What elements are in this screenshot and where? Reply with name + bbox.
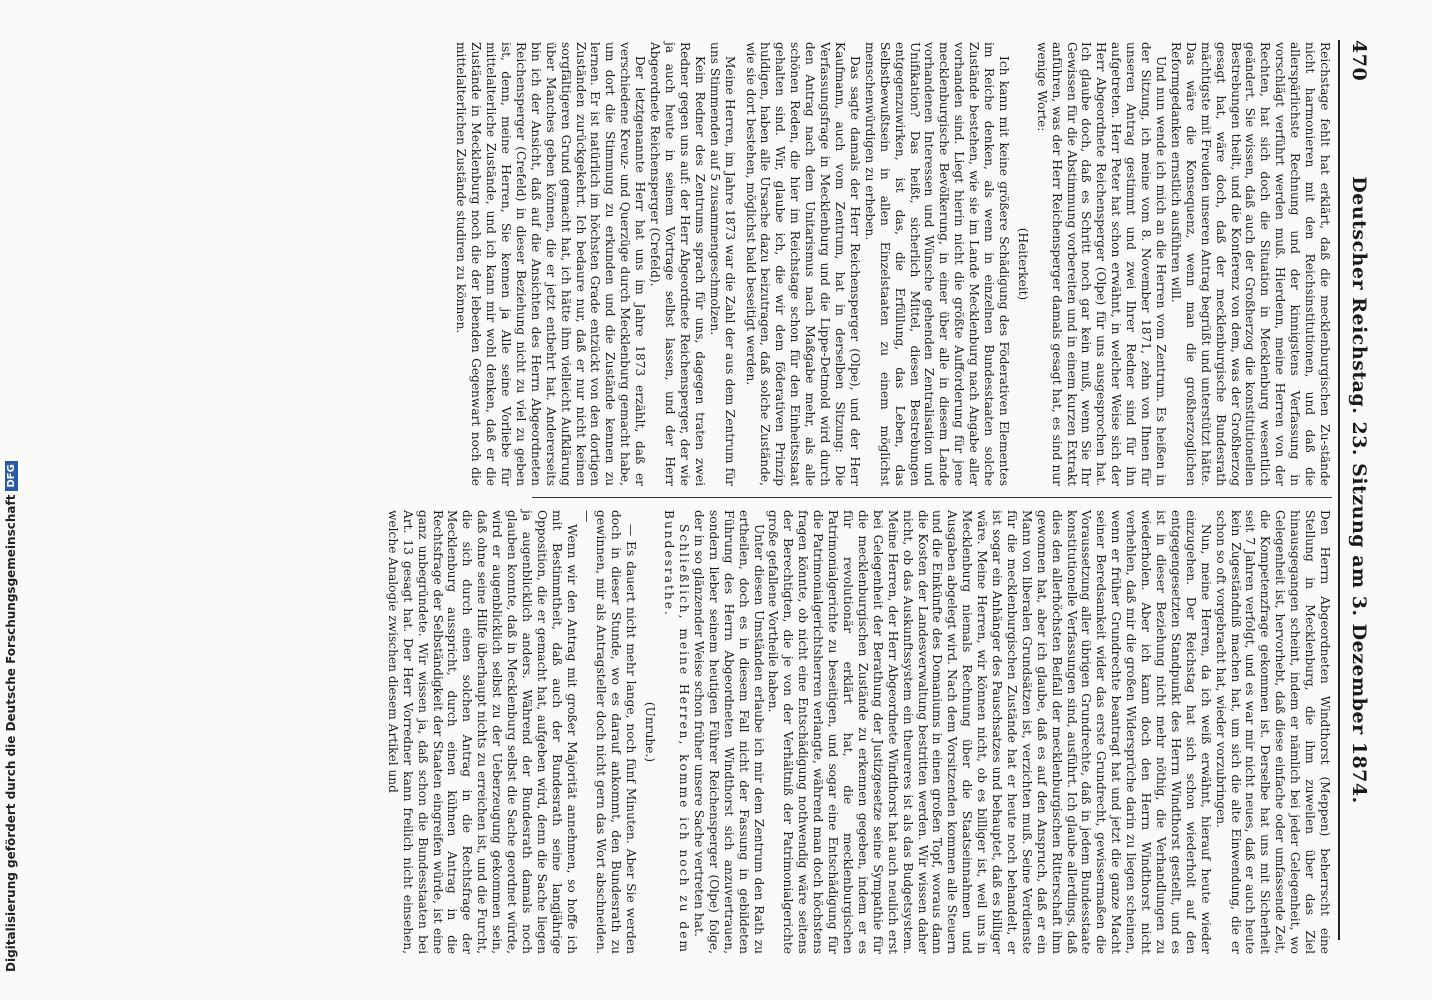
footer-text: Digitalisierung gefördert durch die Deutsche Forschungsgemeinschaft [4,494,18,972]
paragraph: Schließlich, meine Herren, komme ich noch zu dem Bundesrathe. [662,510,692,954]
paragraph: — Es dauert nicht mehr lange, noch fünf Minuten. Aber Sie werden doch in dieser Stunde, wo es darauf ankommt, den Bundesrath zu gewinnen, mir als Antragsteller doch nicht gern das Wort abschneiden. — [579,510,639,954]
paragraph: Unter diesen Umständen erlaube ich mir dem Zentrum den Rath zu ertheilen, doch es in diesem Fall nicht der Fassung in gebildeten Führung des Herrn Abgeordneten Windthorst sich anzuvertrauen, sondern lieber seinem heutigen Führer Reichensperger (Olpe) folge, der in so glänzender Weise schon früher unsere Sache vertreten hat. [691,510,766,954]
paragraph: Der letztgenannte Herr hat uns im Jahre 1873 erzählt, daß er verschiedene Kreuz- und Querzüge durch Mecklenburg gemacht habe, um dort die Stimmung zu erkunden und die Zustände kennen zu lernen. Er ist natürlich im höchsten Grade entzückt von den dortigen Zuständen zurückgekehrt. Ich bedaure nur, daß er nur nicht keinen sorgfältigeren Grund gemacht hat, ich hätte ihm vielleicht Aufklärung über Manches geben können, die er jetzt entbehrt hat. Andererseits bin ich der Ansicht, daß auf die Ansichten des Herrn Abgeordneten Reichensperger (Crefeld) in dieser Beziehung nicht zu viel zu geben ist, denn, meine Herren, Sie kennen ja Alle seine Vorliebe für mittelalterliche Zustände, und ich kann mir wohl denken, daß er die Zustände in Mecklenburg noch die der lebenden Gegenwart noch die mittelalterlichen Zustände studiren zu können. [454,42,648,486]
paragraph: Den Herrn Abgeordneten Windthorst (Meppen) beherrscht eine Stellung in Mecklenburg, die ihm zuweilen über das Ziel hinausgegangen scheint, indem er nämlich bei jeder Gelegenheit, wo Gelegenheit ist, hervorhebt, daß diese einfache oder umfassende Zeit, die Kompetenzfrage gekommen ist. Derselbe hat uns mit Sicherheit seit 7 Jahren verfolgt, und es war mir nicht neues, daß er auch heute kein Zugeständniß machen hat, um sich die alte Einwendung, die er schon so oft vorgebracht hat, wieder vorzubringen. [1213,510,1332,954]
paragraph: Kein Redner des Zentrums sprach für uns, dagegen traten zwei Redner gegen uns auf: der Herr Abgeordnete Reichensperger, der wie ja auch heute in seinem Vortrage selbst lassen, und der Herr Abgeordnete Reichensperger (Crefeld). [648,42,707,486]
digitization-footer [4,0,992,1000]
paragraph: (Unruhe.) [643,701,658,763]
dfg-logo: DFG [5,461,18,490]
paragraph: Das sagte damals der Herr Reichensperger (Olpe), und der Herr Kaufmann, auch vom Zentrum, hat in derselben Sitzung: Die Verfassungsfrage in Mecklenburg und die Lippe-Detmold wird durch den Antrag nach dem Unitarismus nach Maßgabe mehr, als alle schönen Reden, die hier im Reichstage schon für den Einheitsstaat gehalten sind. Wir, glaube ich, die wir dem föderativen Prinzip huldigen, haben alle Ursache dazu beizutragen, daß solche Zustände, wie sie dort bestehen, möglichst bald beseitigt werden. [743,42,862,486]
page-header [1342,40,1370,940]
paragraph: Reichstage fehlt hat erklärt, daß die mecklenburgischen Zu-stände nicht harmonieren mit den Reichsinstitutionen, und daß die allerspärlichste Rechnung und der kinnigstens Verfassung in vorschlägt verführt werden muß. Hierdenn, meine Herren von der Rechten, hat sich doch die Situation in Mecklenburg wesentlich geändert. Sie wissen, daß auch der Großherzog die konstitutionellen Bestrebungen theilt, und die Konferenz von dem, was der Großherzog gesagt hat, wäre doch, daß der mecklenburgische Bundesrath mächtigste mit Freuden unseren Antrag begrüßt und unterstützt hätte. Das wäre die Konsequenz, wenn man die großherzoglichen Reformgedanken ernstlich ausführen will. [1168,42,1332,486]
paragraph: Wenn wir den Antrag mit großer Majorität annehmen, so hoffe ich mit Bestimmtheit, daß auch der Bundesrath seine langjährige Opposition, die er gemacht hat, aufgeben wird, denn die Sache liegen ja augenblicklich anders. Während der Bundesrath damals noch glauben konnte, daß in Mecklenburg selbst die Sache geordnet würde, wird er augenblicklich selbst zu der Ueberzeugung gekommen sein, daß ohne seine Hilfe überhaupt nichts zu erreichen ist, und die Furcht, die sich durch einen solchen Antrag in die Rechtsfrage der Mecklenburg ausspricht, durch einen kühnen Antrag in die Rechtsfrage der Selbständigkeit der Staaten eingreifen würde, ist eine ganz unbegründete. Wir wissen ja, daß schon die Bundesstaaten bei Art. 13 gesagt hat. Der Herr Vorredner kann freilich nicht einsehen, welche Analogie zwischen diesem Artikel und [385,510,579,954]
paragraph: (Heiterkeit) [1015,227,1030,301]
page-number: 470 [1348,40,1370,82]
header-rule [1338,40,1340,940]
paragraph: Ich kann mit keine größere Schädigung des Föderativen Elementes im Reiche denken, als wenn in einzelnen Bundesstaaten solche Zustände bestehen, wie sie im Lande Mecklenburg nach Angabe aller vorhanden sind. Liegt hierin nicht die größte Aufforderung für jene mecklenburgische Bevölkerung, in einer über alle in diesem Lande vorhandenen Interessen und Wünsche gehenden Zentralisation und Unifikation? Das heißt, sicherlich Mittel, diesen Bestrebungen entgegenzuwirken, ist das, die Erfüllung, das Leben, das Selbstbewußtsein in allen Einzelstaaten zu einem möglichst menschenwürdigen zu erheben. [862,42,1011,486]
paragraph: Nun, meine Herren, da ich weiß erwähnt, hierauf heute wieder einzugehen. Der Reichstag hat sich schon wiederholt auf den entgegengesetzten Standpunkt des Herrn Windthorst gestellt, und es ist in dieser Beziehung nicht mehr nöthig, die Verhandlungen zu wiederholen. Aber ich kann doch den Herrn Windthorst nicht verhehlen, daß mir die großen Widersprüche darin zu liegen scheinen, wenn er früher Grundrechte beantragt hat und jetzt die ganze Macht seiner Beredsamkeit wider das erste Grundrecht, gewissermaßen die Voraussetzung aller übrigen Grundrechte, daß in jedem Bundesstaate konstitutionelle Verfassungen sind, ausführt. Ich glaube allerdings, daß dies den allerhöchsten Beifall der mecklenburgischen Ritterschaft ihm gewonnen hat, aber ich glaube, daß es auf den Anspruch, daß er ein Mann von liberalen Grundsätzen ist, verzichten muß. Seine Verdienste für die mecklenburgischen Zustände hat er heute noch behandelt, er ist sogar ein Anhänger des Pauschsatzes und behauptet, daß es billiger wäre. Meine Herren, wir können nicht, ob es billiger ist, weil uns in Mecklenburg niemals Rechnung über die Staatseinnahmen und Ausgaben abgelegt wird. Nach dem Vorsitzenden kommen alle Steuern und die Einkünfte des Domaniums in einen großen Topf, woraus dann die Kosten der Landesverwaltung bestritten werden. Wir wissen daher nicht, ob das Auskunftssystem ein theureres ist als das Budgetsystem. Meine Herren, der Herr Abgeordnete Windthorst hat auch neulich erst bei Gelegenheit der Berathung der Justizgesetze seine Sympathie für die mecklenburgischen Zustände zu erkennen gegeben, indem er es für revolutionär erklärt hat, die mecklenburgischen Patrimonialgerichte zu beseitigen, und sogar eine Entschädigung für die Patrimonialgerichtsherren verlangte, während man doch höchstens fragen könnte, ob nicht eine Entschädigung nothwendig wäre seitens der Berechtigten, die je von der Verhältniß der Patrimonialgerichte große gefallene Vortheile haben. [766,510,1213,954]
paragraph: Meine Herren, im Jahre 1873 war die Zahl der aus dem Zentrum für uns Stimmenden auf 5 zusammengeschmolzen. [707,42,737,486]
paragraph: Und nun wende ich mich an die Herren vom Zentrum. Es heißen in der Sitzung, ich meine vom 8. November 1871, zehn von Ihnen für unseren Antrag gestimmt und zwei Ihrer Redner sind für ihn aufgetreten. Herr Peter hat schon erwähnt, in welcher Weise sich der Herr Abgeordnete Reichensperger (Olpe) für uns ausgesprochen hat. Ich glaube doch, daß es Schritt noch gar kein muß, wenn Sie Ihr Gewissen für die Abstimmung vorbereiten und in einem kurzen Extrakt anführen, was der Herr Reichensperger damals gesagt hat, es sind nur wenige Worte: [1034,42,1169,486]
running-title: Deutscher Reichstag. 23. Sitzung am 3. Dezember 1874. [1348,176,1370,804]
